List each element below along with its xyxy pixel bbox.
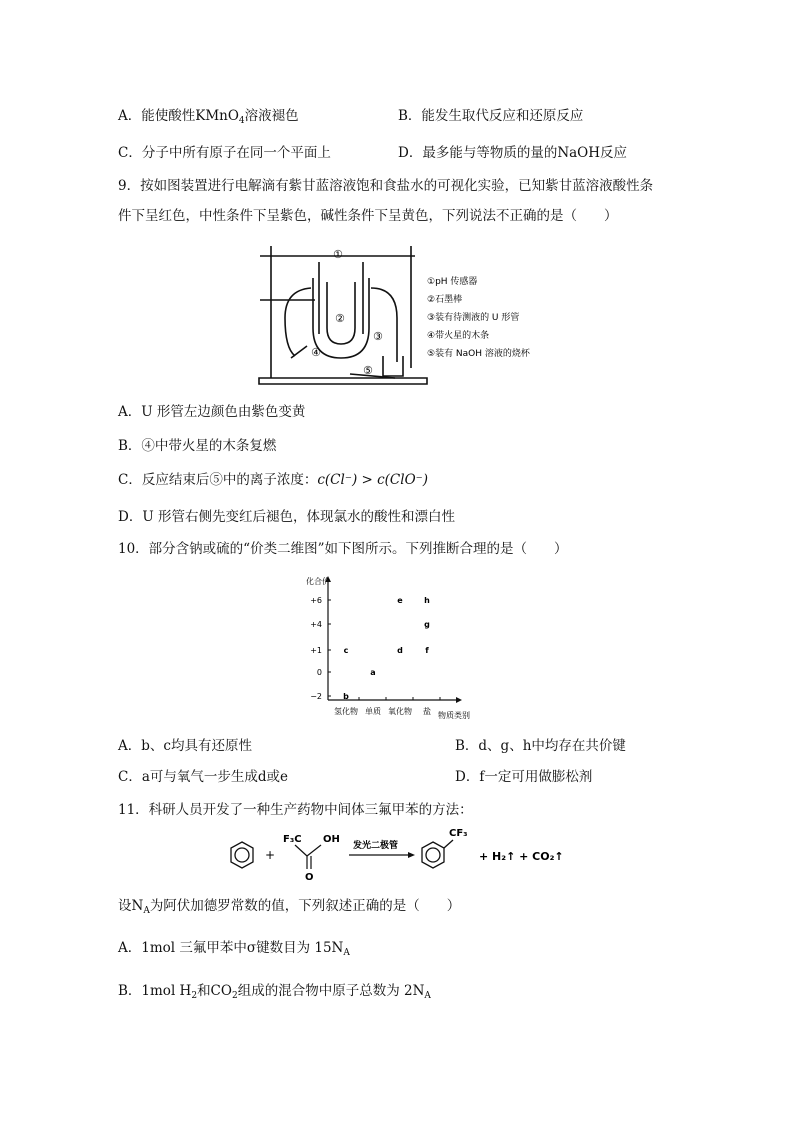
valence-class-chart — [300, 572, 500, 722]
cf3-reactant-label: F₃C — [283, 834, 302, 845]
legend-item-3: ③装有待测液的 U 形管 — [427, 313, 520, 323]
chart-point-g: g — [424, 620, 430, 629]
q9-option-a: A．U 形管左边颜色由紫色变黄 — [118, 404, 306, 420]
marker-2: ② — [335, 312, 345, 325]
q11-option-b: B．1mol $H_2$和$CO_2$组成的混合物中原子总数为 $2N_A$ — [118, 983, 431, 1001]
x-axis-label: 物质类别 — [438, 711, 470, 720]
q9-option-d: D．U 形管右侧先变红后褪色，体现氯水的酸性和漂白性 — [118, 509, 455, 525]
q8-option-c: C．分子中所有原子在同一个平面上 — [118, 145, 331, 161]
q10-option-d: D．f一定可用做膨松剂 — [455, 769, 593, 785]
y-axis-label: 化合价 — [306, 577, 330, 586]
chart-point-c: c — [343, 646, 349, 655]
benzotrifluoride-product-icon — [422, 840, 453, 868]
q9-option-b: B．④中带火星的木条复燃 — [118, 438, 277, 454]
legend-item-2: ②石墨棒 — [427, 295, 463, 305]
q8-option-a: A．能使酸性KMnO$_4$溶液褪色 — [118, 108, 299, 126]
q9-option-c: C．反应结束后⑤中的离子浓度：c(Cl⁻) > c(ClO⁻) — [118, 472, 429, 488]
q10-option-a: A．b、c均具有还原性 — [118, 738, 252, 754]
chart-point-b: b — [343, 692, 349, 701]
marker-5: ⑤ — [363, 364, 373, 377]
q11-stem: 11．科研人员开发了一种生产药物中间体三氟甲苯的方法： — [118, 802, 473, 818]
q10-option-c: C．a可与氧气一步生成d或e — [118, 769, 289, 785]
y-tick-label: +4 — [310, 620, 322, 629]
y-tick-label: −2 — [310, 692, 322, 701]
y-tick-label: +1 — [310, 646, 322, 655]
q9-stem-line1: 9．按如图装置进行电解滴有紫甘蓝溶液饱和食盐水的可视化实验，已知紫甘蓝溶液酸性条 — [118, 178, 654, 194]
q10-stem: 10．部分含钠或硫的“价类二维图”如下图所示。下列推断合理的是（ ） — [118, 541, 568, 557]
carbonyl-o-label: O — [305, 872, 314, 883]
chart-point-e: e — [397, 596, 403, 605]
chart-point-a: a — [370, 668, 376, 677]
reaction-plus-1: + — [265, 848, 276, 862]
y-tick-label: +6 — [310, 596, 322, 605]
legend-item-5: ⑤装有 NaOH 溶液的烧杯 — [427, 349, 530, 359]
reaction-scheme — [225, 824, 585, 886]
q8-option-d: D．最多能与等物质的量的NaOH反应 — [398, 145, 628, 161]
electrolysis-apparatus-figure — [255, 238, 555, 388]
chart-point-h: h — [424, 596, 430, 605]
marker-4: ④ — [311, 346, 321, 359]
cf3-product-label: CF₃ — [449, 828, 468, 839]
q11-intro: 设$N_A$为阿伏加德罗常数的值，下列叙述正确的是（ ） — [118, 898, 461, 916]
oh-label: OH — [323, 834, 340, 845]
q10-option-b: B．d、g、h中均存在共价键 — [455, 738, 626, 754]
q9-stem-line2: 件下呈红色，中性条件下呈紫色，碱性条件下呈黄色，下列说法不正确的是（ ） — [118, 208, 618, 224]
q11-option-a: A．1mol 三氟甲苯中σ键数目为 $15N_A$ — [118, 940, 350, 958]
q8-option-b: B．能发生取代反应和还原反应 — [398, 108, 584, 124]
x-tick-label: 氢化物 — [334, 707, 358, 716]
reaction-condition: 发光二极管 — [353, 841, 399, 851]
benzene-reactant-icon — [231, 842, 253, 868]
legend-item-4: ④带火星的木条 — [427, 331, 490, 341]
marker-3: ③ — [373, 330, 383, 343]
x-axis-arrow — [456, 697, 462, 703]
x-tick-label: 单质 — [365, 707, 381, 716]
legend-item-1: ①pH 传感器 — [427, 277, 478, 287]
marker-1: ① — [333, 248, 343, 261]
reaction-products: + H₂↑ + CO₂↑ — [479, 850, 564, 863]
x-tick-label: 盐 — [423, 707, 431, 716]
y-tick-label: 0 — [316, 668, 322, 677]
chart-point-d: d — [397, 646, 403, 655]
x-tick-label: 氧化物 — [388, 707, 412, 716]
q9-option-c-expression: c(Cl⁻) > c(ClO⁻) — [317, 472, 429, 488]
chart-point-f: f — [425, 646, 429, 655]
